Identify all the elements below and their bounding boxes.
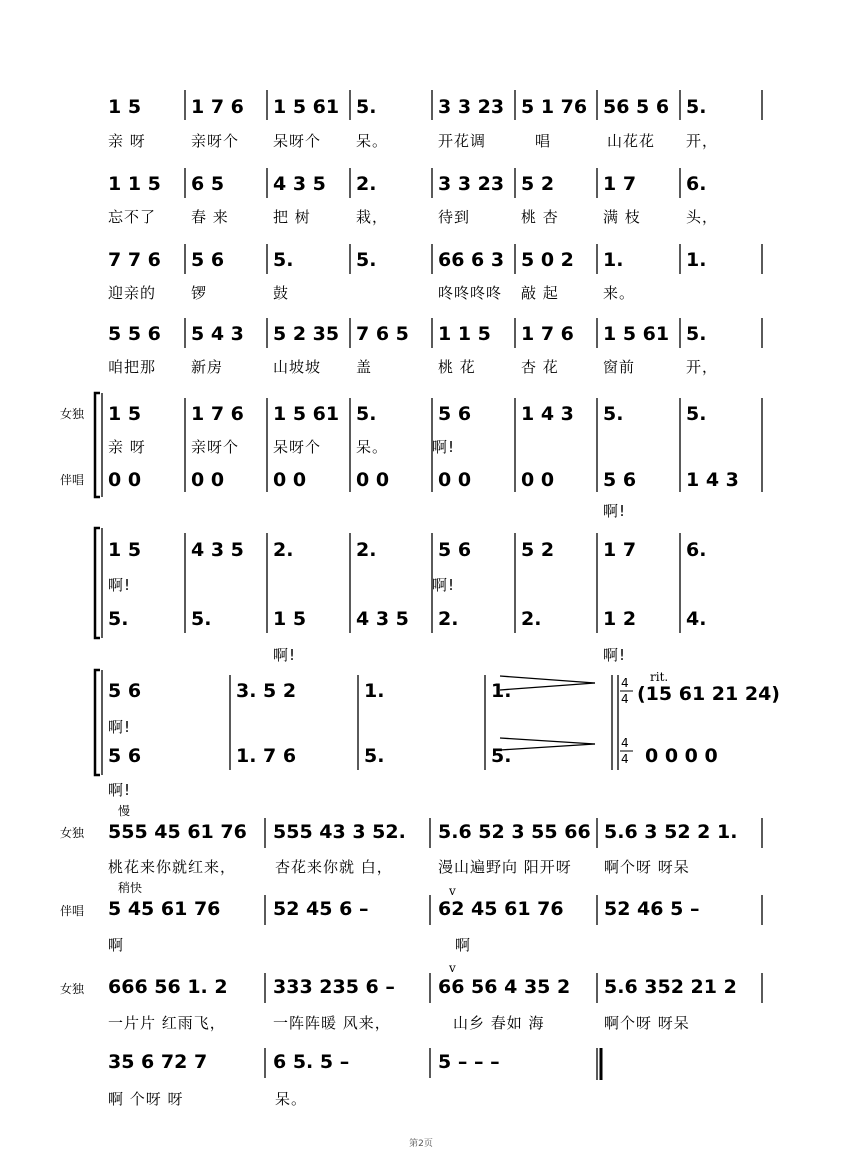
lyric: 啊 [455,936,472,954]
measure-notes: 2. [356,173,377,195]
measure-notes: 666 56 1. 2 [108,976,228,998]
part-label-female-solo: 女独 [60,407,85,421]
lyric: 啊! [603,646,627,664]
measure-notes: 5. [273,249,294,271]
measure-notes: 1 5 [108,539,142,561]
measure-notes: 5 2 [521,539,555,561]
path-element [95,393,100,497]
lyric: 新房 [191,358,224,376]
lyric: 啊个呀 呀呆 [604,1014,690,1032]
hairpin [500,738,595,744]
measure-notes: 5.6 352 21 2 [604,976,737,998]
coda-upper-notes: (15 61 21 24) [637,683,780,705]
hairpin [500,683,595,690]
measure-notes: 5. [108,608,129,630]
measure-notes: 1 1 5 [438,323,491,345]
measure-notes: 1. 7 6 [236,745,297,767]
lyric: 啊! [603,502,627,520]
system-9-notes [108,898,699,954]
lyric: 杏花来你就 白， [275,858,393,876]
system-4-lyrics [108,358,718,376]
measure-notes: 5. [356,249,377,271]
system-5-upper [108,403,706,456]
rit-marking: rit. [650,670,669,684]
lyric: 山花花 [607,132,656,150]
lyric: 啊 [108,936,125,954]
measure-notes: 62 45 61 76 [438,898,564,920]
measure-notes: 1 5 [108,96,142,118]
lyric: 开， [686,358,719,376]
measure-notes: 56 5 6 [603,96,670,118]
lyric: 呆。 [275,1090,308,1108]
time-signature-bottom: 4 [621,752,629,766]
system-5-lower [108,469,739,520]
measure-notes: 3 3 23 [438,173,505,195]
measure-notes: 5. [364,745,385,767]
lyric: 待到 [438,208,471,226]
measure-notes: 5. [191,608,212,630]
measure-notes: 1 7 [603,539,637,561]
measure-notes: 5.6 52 3 55 66 [438,821,591,843]
measure-notes: 5 2 [521,173,555,195]
time-signature-top: 4 [621,676,629,690]
part-label-accompany: 伴唱 [60,473,85,487]
measure-notes: 1 4 3 [686,469,739,491]
system-1-lyrics [108,132,718,150]
lyric: 一阵阵暖 风来， [273,1014,391,1032]
lyric: 呆呀个 [273,438,322,456]
measure-notes: 5 6 [438,403,472,425]
time-signature-bottom: 4 [621,692,629,706]
measure-notes: 2. [273,539,294,561]
measure-notes: 1 5 61 [273,96,340,118]
lyric: 啊 个呀 呀 [108,1090,184,1108]
coda [620,670,780,767]
measure-notes: 1 4 3 [521,403,574,425]
measure-notes: 1 7 6 [521,323,574,345]
measure-notes: 5. [686,96,707,118]
lyric: 亲呀个 [191,438,240,456]
system-11-notes [108,1051,500,1108]
lyric: 咚咚咚咚 [438,284,503,302]
lyric: 栽， [356,208,389,226]
system-3-notes [108,249,706,271]
lyric: 啊! [273,646,297,664]
lyric: 啊! [432,438,456,456]
lyric: 春 来 [191,208,229,226]
lyric: 锣 [191,284,208,302]
measure-notes: 3. 5 2 [236,680,297,702]
part-label-accompany: 伴唱 [60,904,85,918]
lyric: 呆呀个 [273,132,322,150]
lyric: 唱 [535,132,552,150]
measure-notes: 6 5 [191,173,225,195]
measure-notes: 1 5 [108,403,142,425]
measure-notes: 0 0 [438,469,472,491]
breath-mark: v [449,884,456,898]
measure-notes: 4 3 5 [273,173,326,195]
measure-notes: 333 235 6 – [273,976,395,998]
lyric: 桃 杏 [521,208,559,226]
measure-notes: 6. [686,173,707,195]
measure-notes: 1 5 61 [603,323,670,345]
measure-notes: 1 7 6 [191,403,244,425]
lyric: 啊个呀 呀呆 [604,858,690,876]
measure-notes: 2. [438,608,459,630]
measure-notes: 5 1 76 [521,96,588,118]
lyric: 桃花来你就红来， [108,858,237,876]
system-7 [95,670,618,775]
measure-notes: 5. [356,96,377,118]
lyric: 开花调 [438,132,487,150]
measure-notes: 5. [686,323,707,345]
measure-notes: 3 3 23 [438,96,505,118]
measure-notes: 5 – – – [438,1051,500,1073]
measure-notes: 0 0 [273,469,307,491]
tempo-slow: 慢 [118,804,131,818]
system-6-upper [108,539,706,594]
system-4-notes [108,323,706,345]
measure-notes: 52 45 6 – [273,898,369,920]
measure-notes: 4 3 5 [191,539,244,561]
path-element [95,528,100,638]
lyric: 呆。 [356,438,389,456]
hairpin [500,676,595,683]
system-1-notes [108,96,706,118]
measure-notes: 1 2 [603,608,637,630]
lyric: 迎亲的 [108,284,157,302]
lyric: 来。 [603,284,636,302]
measure-notes: 1. [364,680,385,702]
measure-notes: 5 6 [191,249,225,271]
page-number: 第2页 [409,1139,433,1149]
lyric: 咱把那 [108,358,157,376]
lyric: 啊! [432,576,456,594]
measure-notes: 5 6 [108,745,142,767]
breath-mark: v [449,961,456,975]
lyric: 窗前 [603,358,636,376]
measure-notes: 4 3 5 [356,608,409,630]
measure-notes: 5. [686,403,707,425]
lyric: 啊! [108,781,132,799]
measure-notes: 5 6 [108,680,142,702]
lyric: 把 树 [273,208,311,226]
measure-notes: 1. [491,680,512,702]
coda-lower-notes: 0 0 0 0 [645,745,718,767]
measure-notes: 0 0 [356,469,390,491]
time-signature-top: 4 [621,736,629,750]
lyric: 一片片 红雨飞， [108,1014,226,1032]
system-3-lyrics [108,284,635,302]
measure-notes: 1. [686,249,707,271]
lyric: 敲 起 [521,284,559,302]
lyric: 亲 呀 [108,132,146,150]
measure-notes: 6 5. 5 – [273,1051,350,1073]
measure-notes: 1 7 6 [191,96,244,118]
lyric: 亲呀个 [191,132,240,150]
measure-notes: 66 56 4 35 2 [438,976,571,998]
measure-notes: 0 0 [191,469,225,491]
lyric: 桃 花 [438,358,476,376]
measure-notes: 5 4 3 [191,323,244,345]
lyric: 亲 呀 [108,438,146,456]
measure-notes: 5 45 61 76 [108,898,221,920]
lyric: 盖 [356,358,373,376]
lyric: 忘不了 [108,208,157,226]
measure-notes: 6. [686,539,707,561]
measure-notes: 5 6 [438,539,472,561]
measure-notes: 555 43 3 52. [273,821,406,843]
lyric: 杏 花 [521,358,559,376]
system-8-notes [108,821,737,876]
measure-notes: 5.6 3 52 2 1. [604,821,738,843]
measure-notes: 5 5 6 [108,323,161,345]
lyric: 漫山遍野向 阳开呀 [438,858,572,876]
lyric: 鼓 [273,284,290,302]
system-10-notes [108,976,737,1032]
measure-notes: 1 7 [603,173,637,195]
hairpin [500,744,595,750]
measure-notes: 66 6 3 [438,249,505,271]
measure-notes: 2. [521,608,542,630]
measure-notes: 7 7 6 [108,249,161,271]
system-6-lower [108,608,706,664]
measure-notes: 5 0 2 [521,249,574,271]
measure-notes: 5. [603,403,624,425]
tempo-faster: 稍快 [118,881,143,895]
system-7-lower [108,745,511,799]
measure-notes: 52 46 5 – [604,898,700,920]
measure-notes: 0 0 [521,469,555,491]
system-2-lyrics [108,208,718,226]
lyric: 山乡 春如 海 [453,1014,545,1032]
lyric: 山坡坡 [273,358,322,376]
part-label-female-solo: 女独 [60,826,85,840]
measure-notes: 1 1 5 [108,173,161,195]
measure-notes: 1 5 61 [273,403,340,425]
system-2-notes [108,173,706,195]
measure-notes: 5. [491,745,512,767]
part-label-female-solo: 女独 [60,982,85,996]
lyric: 头， [686,208,719,226]
system-7-upper [108,680,511,736]
measure-notes: 4. [686,608,707,630]
path-element [95,670,100,775]
measure-notes: 555 45 61 76 [108,821,247,843]
lyric: 呆。 [356,132,389,150]
measure-notes: 7 6 5 [356,323,409,345]
measure-notes: 5 2 35 [273,323,340,345]
measure-notes: 5 6 [603,469,637,491]
lyric: 啊! [108,718,132,736]
lyric: 开， [686,132,719,150]
lyric: 啊! [108,576,132,594]
lyric: 满 枝 [603,208,641,226]
measure-notes: 1 5 [273,608,307,630]
measure-notes: 1. [603,249,624,271]
measure-notes: 5. [356,403,377,425]
measure-notes: 2. [356,539,377,561]
measure-notes: 0 0 [108,469,142,491]
measure-notes: 35 6 72 7 [108,1051,208,1073]
